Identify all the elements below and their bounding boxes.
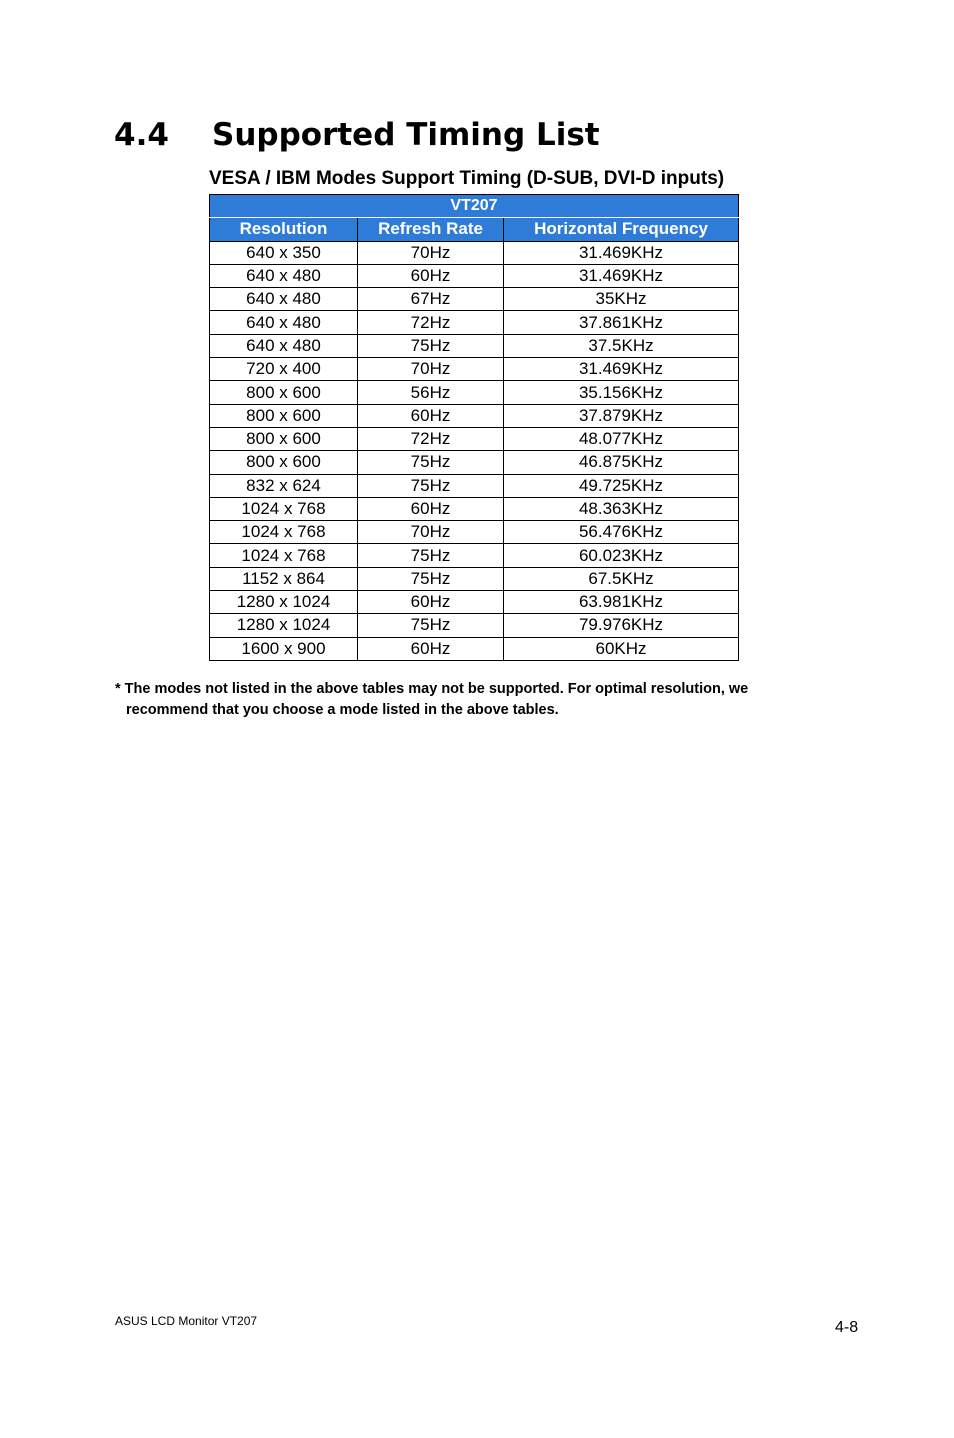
cell-horizontal-frequency: 49.725KHz: [504, 474, 739, 497]
table-row: [210, 614, 739, 637]
table-row: [210, 521, 739, 544]
cell-horizontal-frequency: 37.5KHz: [504, 334, 739, 357]
cell-resolution: 800 x 600: [210, 381, 358, 404]
cell-resolution: 800 x 600: [210, 427, 358, 450]
cell-resolution: 800 x 600: [210, 404, 358, 427]
cell-resolution: 720 x 400: [210, 358, 358, 381]
cell-refresh-rate: 60Hz: [358, 404, 504, 427]
cell-refresh-rate: 75Hz: [358, 474, 504, 497]
table-row: [210, 567, 739, 590]
table-row: [210, 334, 739, 357]
table-row: [210, 381, 739, 404]
table-row: [210, 404, 739, 427]
cell-horizontal-frequency: 31.469KHz: [504, 264, 739, 287]
column-header-horizontal-frequency: Horizontal Frequency: [504, 218, 739, 241]
table-row: [210, 637, 739, 660]
cell-horizontal-frequency: 37.879KHz: [504, 404, 739, 427]
cell-horizontal-frequency: 79.976KHz: [504, 614, 739, 637]
section-number: 4.4: [114, 117, 169, 153]
table-row: [210, 311, 739, 334]
table-row: [210, 591, 739, 614]
cell-resolution: 640 x 350: [210, 241, 358, 264]
cell-refresh-rate: 75Hz: [358, 567, 504, 590]
cell-refresh-rate: 70Hz: [358, 358, 504, 381]
model-name: VT207: [210, 195, 739, 218]
cell-resolution: 1024 x 768: [210, 544, 358, 567]
cell-resolution: 640 x 480: [210, 264, 358, 287]
cell-resolution: 640 x 480: [210, 334, 358, 357]
cell-refresh-rate: 60Hz: [358, 264, 504, 287]
table-row: [210, 474, 739, 497]
cell-refresh-rate: 70Hz: [358, 521, 504, 544]
column-header-refresh-rate: Refresh Rate: [358, 218, 504, 241]
cell-resolution: 832 x 624: [210, 474, 358, 497]
cell-horizontal-frequency: 63.981KHz: [504, 591, 739, 614]
cell-resolution: 1024 x 768: [210, 497, 358, 520]
cell-refresh-rate: 60Hz: [358, 497, 504, 520]
cell-horizontal-frequency: 35.156KHz: [504, 381, 739, 404]
column-header-row: [210, 218, 739, 241]
cell-horizontal-frequency: 37.861KHz: [504, 311, 739, 334]
page-title: [114, 112, 600, 158]
table-row: [210, 288, 739, 311]
cell-horizontal-frequency: 31.469KHz: [504, 358, 739, 381]
table-row: [210, 241, 739, 264]
table-row: [210, 497, 739, 520]
footer-product-name: ASUS LCD Monitor VT207: [115, 1314, 258, 1328]
cell-resolution: 1600 x 900: [210, 637, 358, 660]
table-row: [210, 264, 739, 287]
cell-horizontal-frequency: 48.363KHz: [504, 497, 739, 520]
footnote-line-1: * The modes not listed in the above tables may not be supported. For optimal resolution, we: [115, 681, 749, 697]
cell-horizontal-frequency: 67.5KHz: [504, 567, 739, 590]
table-caption: VESA / IBM Modes Support Timing (D-SUB, DVI-D inputs): [209, 168, 725, 189]
cell-refresh-rate: 56Hz: [358, 381, 504, 404]
cell-resolution: 1280 x 1024: [210, 614, 358, 637]
cell-refresh-rate: 70Hz: [358, 241, 504, 264]
table-row: [210, 544, 739, 567]
column-header-resolution: Resolution: [210, 218, 358, 241]
cell-refresh-rate: 75Hz: [358, 334, 504, 357]
cell-horizontal-frequency: 48.077KHz: [504, 427, 739, 450]
footnote-line-2: recommend that you choose a mode listed in the above tables.: [126, 701, 559, 718]
timing-table: [209, 194, 739, 661]
cell-resolution: 1280 x 1024: [210, 591, 358, 614]
cell-horizontal-frequency: 60KHz: [504, 637, 739, 660]
cell-resolution: 640 x 480: [210, 311, 358, 334]
model-header-row: [210, 195, 739, 218]
cell-resolution: 1152 x 864: [210, 567, 358, 590]
cell-refresh-rate: 60Hz: [358, 591, 504, 614]
cell-resolution: 1024 x 768: [210, 521, 358, 544]
cell-refresh-rate: 72Hz: [358, 311, 504, 334]
table-row: [210, 358, 739, 381]
footer-page-number: 4-8: [835, 1319, 859, 1336]
cell-horizontal-frequency: 60.023KHz: [504, 544, 739, 567]
cell-horizontal-frequency: 31.469KHz: [504, 241, 739, 264]
cell-refresh-rate: 75Hz: [358, 544, 504, 567]
footnote: [115, 679, 815, 720]
cell-refresh-rate: 75Hz: [358, 451, 504, 474]
cell-refresh-rate: 67Hz: [358, 288, 504, 311]
cell-refresh-rate: 72Hz: [358, 427, 504, 450]
section-title: Supported Timing List: [212, 117, 600, 153]
table-row: [210, 427, 739, 450]
cell-horizontal-frequency: 46.875KHz: [504, 451, 739, 474]
table-row: [210, 451, 739, 474]
cell-resolution: 800 x 600: [210, 451, 358, 474]
cell-horizontal-frequency: 56.476KHz: [504, 521, 739, 544]
cell-resolution: 640 x 480: [210, 288, 358, 311]
cell-horizontal-frequency: 35KHz: [504, 288, 739, 311]
cell-refresh-rate: 60Hz: [358, 637, 504, 660]
timing-rows: [210, 241, 739, 660]
cell-refresh-rate: 75Hz: [358, 614, 504, 637]
